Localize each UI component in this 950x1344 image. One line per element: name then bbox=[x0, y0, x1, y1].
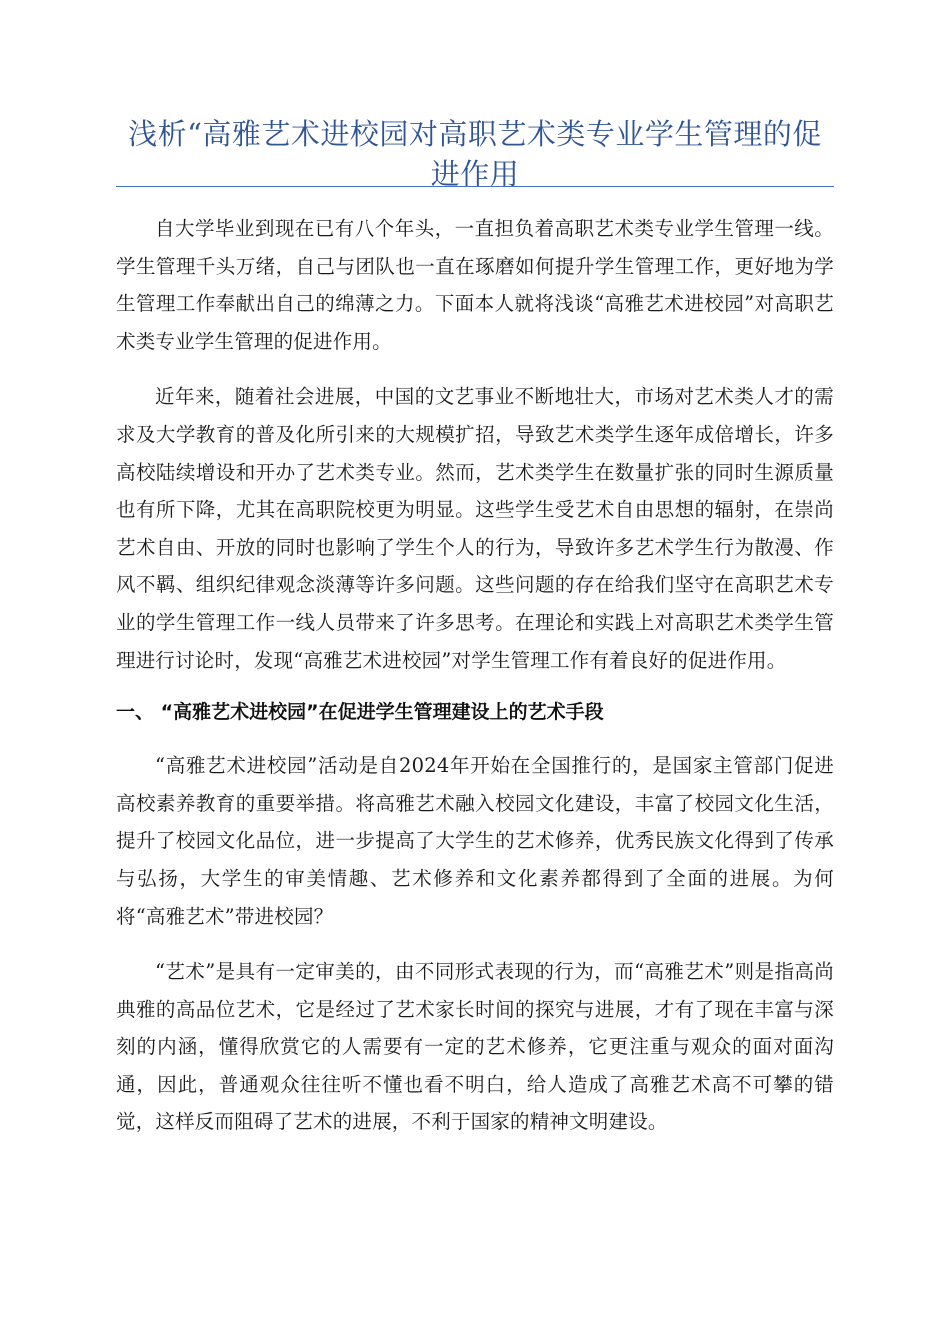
section-heading: 一、 “高雅艺术进校园”在促进学生管理建设上的艺术手段 bbox=[116, 701, 604, 724]
document-title: 浅析“高雅艺术进校园对高职艺术类专业学生管理的促进作用 bbox=[128, 117, 822, 191]
body-paragraph: “高雅艺术进校园”活动是自2024年开始在全国推行的，是国家主管部门促进高校素养教育的重要举措。将高雅艺术融入校园文化建设，丰富了校园文化生活，提升了校园文化品位，进一步提高了大学生的艺术修养，优秀民族文化得到了传承与弘扬，大学生的审美情趣、艺术修养和文化素养都得到了全面的进展。为何将“高雅艺术”带进校园？ bbox=[116, 754, 834, 928]
body-paragraph: 自大学毕业到现在已有八个年头，一直担负着高职艺术类专业学生管理一线。学生管理千头万绪，自己与团队也一直在琢磨如何提升学生管理工作，更好地为学生管理工作奉献出自己的绵薄之力。下面本人就将浅谈“高雅艺术进校园”对高职艺术类专业学生管理的促进作用。 bbox=[116, 217, 834, 353]
body-paragraph: 近年来，随着社会进展，中国的文艺事业不断地壮大，市场对艺术类人才的需求及大学教育的普及化所引来的大规模扩招，导致艺术类学生逐年成倍增长，许多高校陆续增设和开办了艺术类专业。然而，艺术类学生在数量扩张的同时生源质量也有所下降，尤其在高职院校更为明显。这些学生受艺术自由思想的辐射，在崇尚艺术自由、开放的同时也影响了学生个人的行为，导致许多艺术学生行为散漫、作风不羁、组织纪律观念淡薄等许多问题。这些问题的存在给我们坚守在高职艺术专业的学生管理工作一线人员带来了许多思考。在理论和实践上对高职艺术类学生管理进行讨论时，发现“高雅艺术进校园”对学生管理工作有着良好的促进作用。 bbox=[116, 385, 834, 672]
body-paragraph: “艺术”是具有一定审美的，由不同形式表现的行为，而“高雅艺术”则是指高尚典雅的高品位艺术，它是经过了艺术家长时间的探究与进展，才有了现在丰富与深刻的内涵，懂得欣赏它的人需要有一定的艺术修养，它更注重与观众的面对面沟通，因此，普通观众往往听不懂也看不明白，给人造成了高雅艺术高不可攀的错觉，这样反而阻碍了艺术的进展，不利于国家的精神文明建设。 bbox=[116, 960, 834, 1134]
title-divider bbox=[116, 186, 834, 187]
document-body bbox=[116, 210, 834, 1159]
